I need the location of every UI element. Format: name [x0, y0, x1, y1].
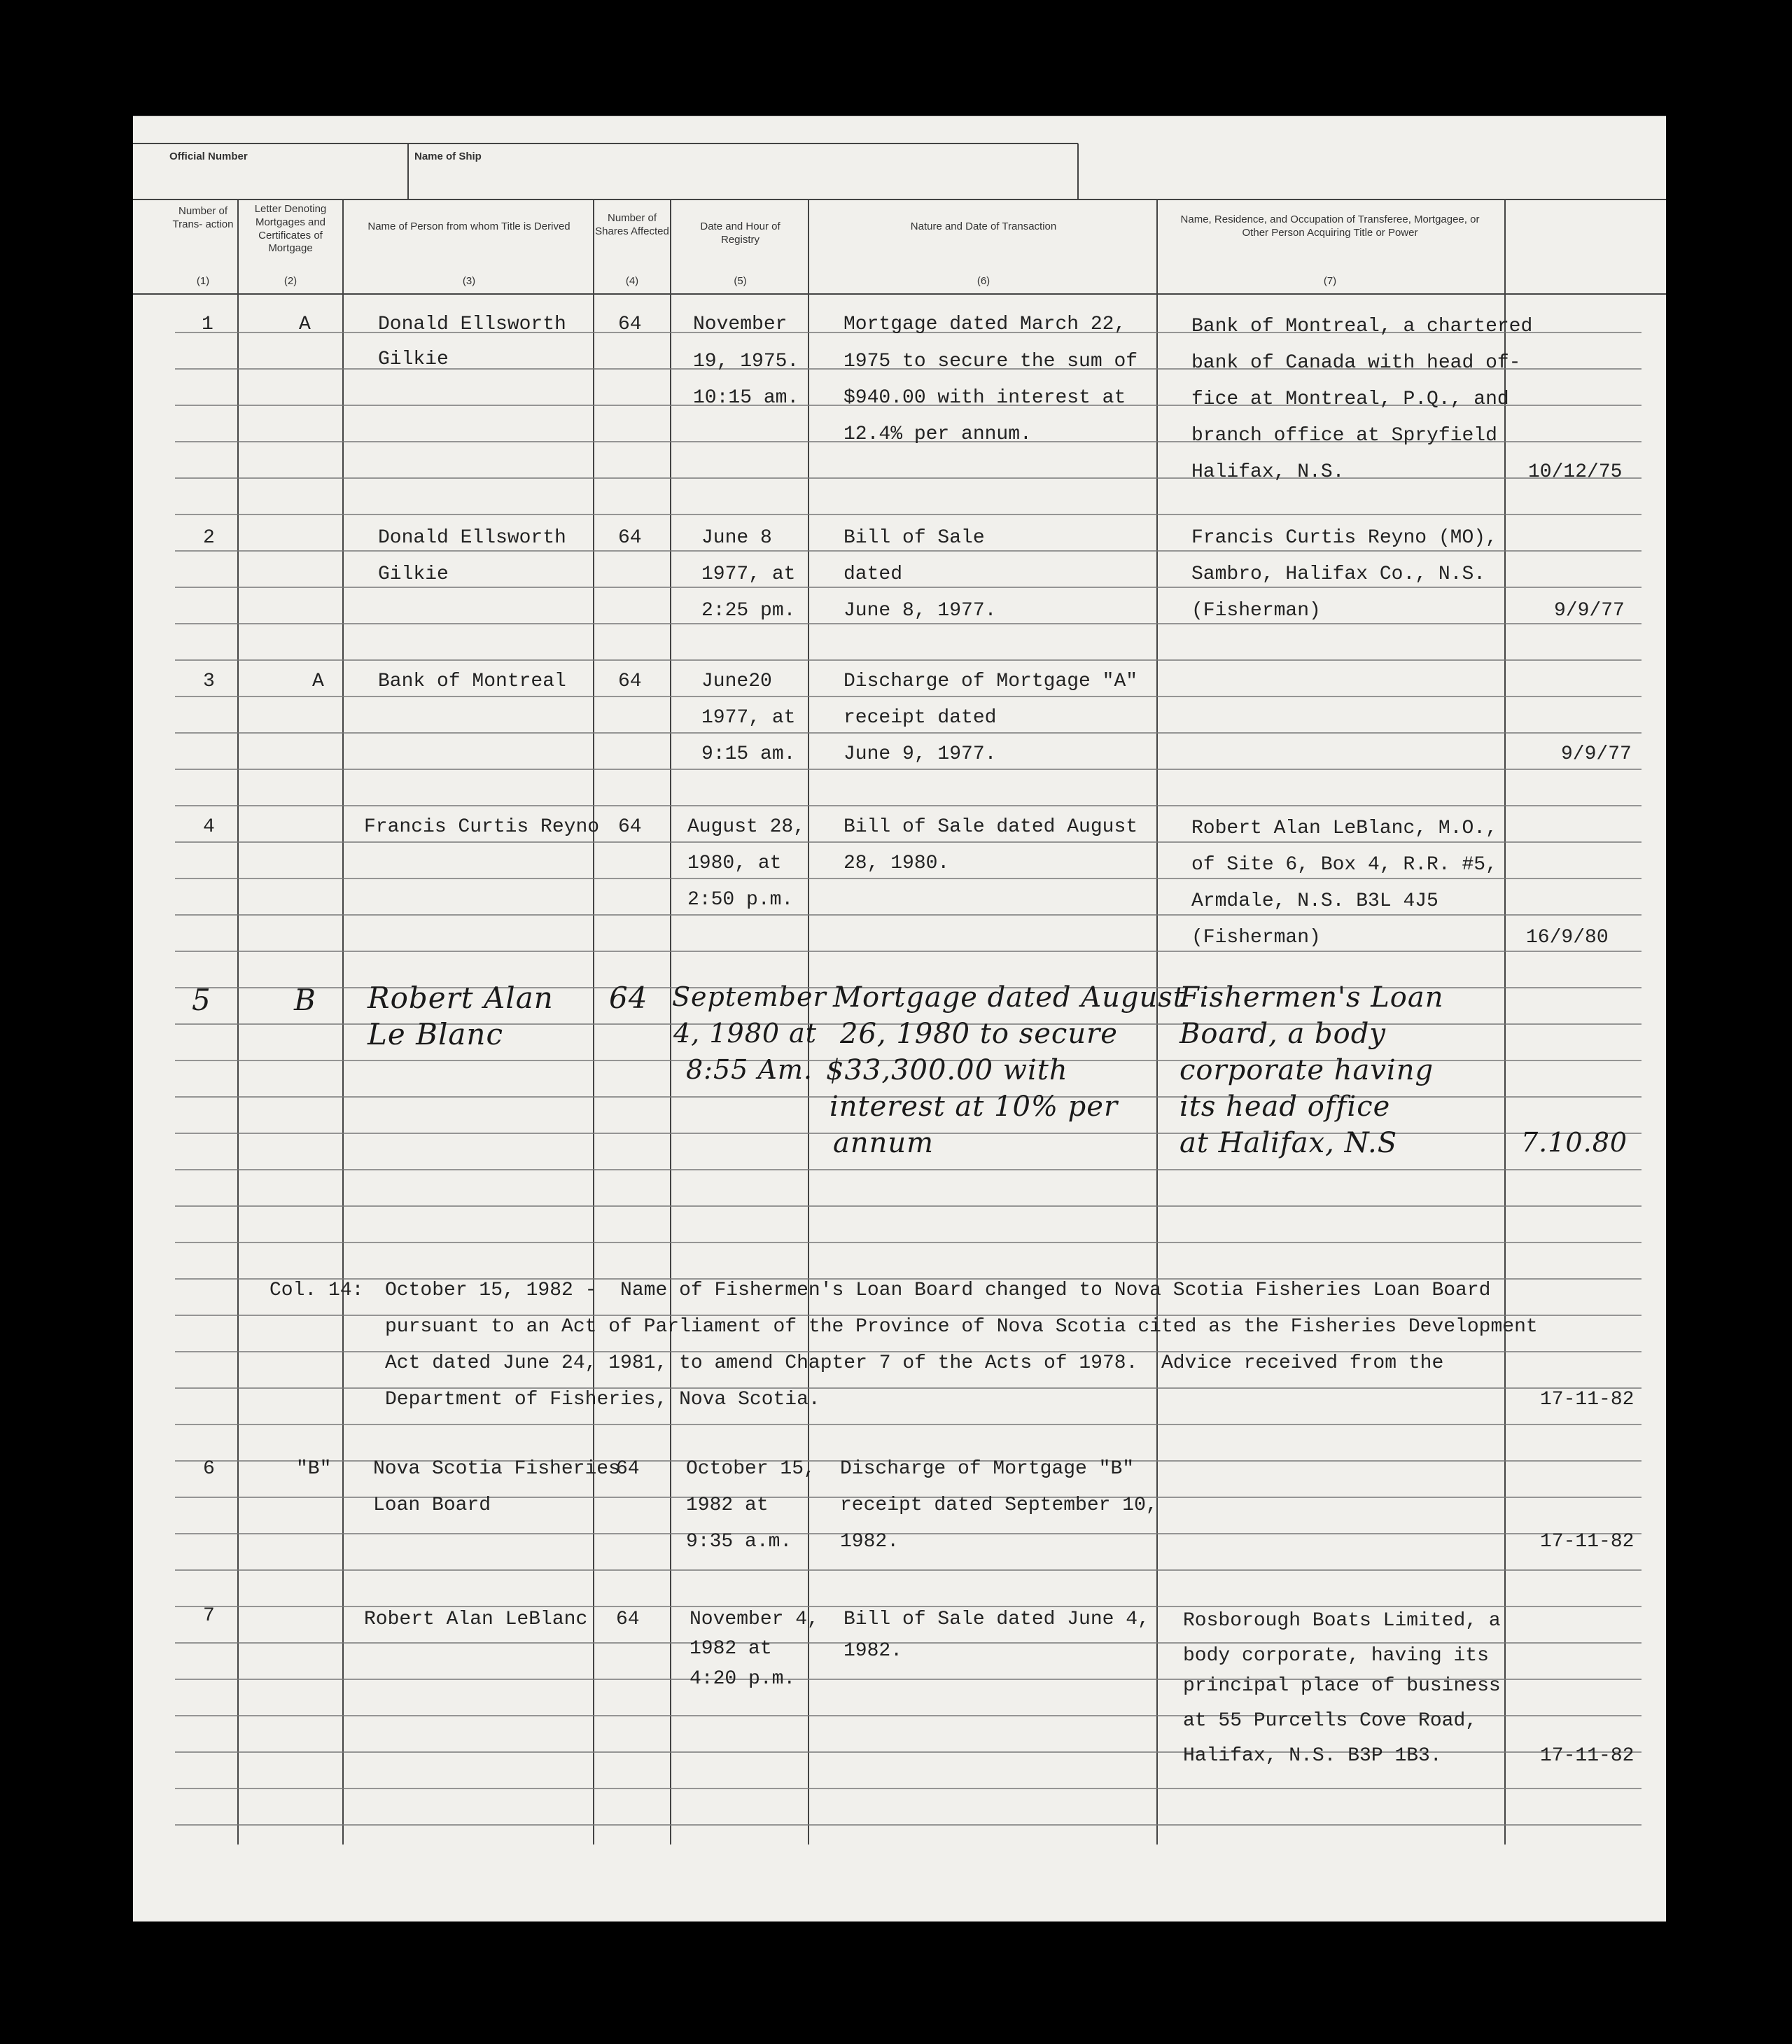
entry-4-from-line-1: Francis Curtis Reyno [364, 816, 600, 838]
entry-1-transferee-line-3: fice at Montreal, P.Q., and [1191, 388, 1509, 410]
entry-1-transferee-line-4: branch office at Spryfield [1191, 425, 1497, 447]
col6-number: (6) [976, 275, 990, 287]
note-entered-date: 17-11-82 [1540, 1389, 1634, 1410]
entry-2-nature-line-3: June 8, 1977. [844, 600, 997, 622]
entry-2-transferee-line-3: (Fisherman) [1191, 600, 1321, 622]
entry-5-transferee-line-1: Fishermen's Loan [1180, 981, 1444, 1014]
entry-3-nature-line-1: Discharge of Mortgage "A" [844, 671, 1138, 692]
entry-7-transferee-line-5: Halifax, N.S. B3P 1B3. [1183, 1745, 1442, 1767]
note-line-1: October 15, 1982 - Name of Fishermen's Loan Board changed to Nova Scotia Fisheries Loan Board [385, 1280, 1491, 1301]
col2-number: (2) [284, 275, 298, 287]
col7-header: Name, Residence, and Occupation of Transferee, Mortgagee, or Other Person Acquiring Title or Power [1180, 214, 1480, 239]
official-number-label: Official Number [169, 150, 248, 162]
entry-5-nature-line-2: 26, 1980 to secure [840, 1018, 1118, 1050]
entry-5-nature-line-1: Mortgage dated August [833, 981, 1185, 1014]
entry-1-date-line-2: 19, 1975. [693, 351, 799, 372]
entry-4-entered-date: 16/9/80 [1526, 927, 1609, 948]
register-page [133, 115, 1666, 1921]
name-of-ship-label: Name of Ship [414, 150, 482, 162]
entry-5-transferee-line-4: its head office [1180, 1091, 1391, 1123]
col7-number: (7) [1323, 275, 1337, 287]
entry-2-transferee-line-2: Sambro, Halifax Co., N.S. [1191, 564, 1486, 585]
entry-5-letter: B [294, 983, 316, 1017]
entry-4-transferee-line-3: Armdale, N.S. B3L 4J5 [1191, 890, 1438, 912]
entry-7-transferee-line-1: Rosborough Boats Limited, a [1183, 1610, 1501, 1632]
entry-2-shares: 64 [618, 527, 642, 549]
entry-5-nature-line-3: $33,300.00 with [826, 1054, 1068, 1086]
entry-1-letter: A [299, 314, 311, 335]
entry-4-date-line-1: August 28, [687, 816, 806, 838]
entry-4-shares: 64 [618, 816, 642, 838]
entry-1-transferee-line-2: bank of Canada with head of- [1191, 352, 1521, 374]
entry-1-nature-line-4: 12.4% per annum. [844, 424, 1032, 445]
entry-5-shares: 64 [609, 981, 648, 1015]
entry-6-date-line-2: 1982 at [686, 1494, 769, 1516]
entry-6-from-line-1: Nova Scotia Fisheries [373, 1458, 620, 1480]
entry-6-letter: "B" [296, 1458, 332, 1480]
entry-2-number: 2 [203, 527, 215, 549]
col3-number: (3) [462, 275, 476, 287]
entry-2-date-line-3: 2:25 pm. [701, 600, 796, 622]
entry-2-transferee-line-1: Francis Curtis Reyno (MO), [1191, 527, 1497, 549]
entry-3-shares: 64 [618, 671, 642, 692]
note-label: Col. 14: [270, 1280, 364, 1301]
entry-6-number: 6 [203, 1458, 215, 1480]
entry-1-from-line-2: Gilkie [378, 349, 449, 370]
entry-6-shares: 64 [616, 1458, 640, 1480]
note-line-4: Department of Fisheries, Nova Scotia. [385, 1389, 820, 1410]
entry-4-transferee-line-2: of Site 6, Box 4, R.R. #5, [1191, 854, 1497, 876]
entry-3-number: 3 [203, 671, 215, 692]
entry-6-date-line-1: October 15, [686, 1458, 816, 1480]
entry-5-date-line-3: 8:55 Am. [686, 1054, 813, 1085]
entry-1-number: 1 [202, 314, 214, 335]
entry-4-date-line-3: 2:50 p.m. [687, 889, 794, 911]
entry-5-transferee-line-5: at Halifax, N.S [1180, 1127, 1398, 1159]
entry-2-from-line-1: Donald Ellsworth [378, 527, 566, 549]
entry-7-transferee-line-2: body corporate, having its [1183, 1645, 1489, 1667]
entry-7-nature-line-1: Bill of Sale dated June 4, [844, 1609, 1149, 1630]
entry-6-nature-line-3: 1982. [840, 1531, 899, 1553]
entry-4-transferee-line-1: Robert Alan LeBlanc, M.O., [1191, 818, 1497, 839]
entry-7-date-line-2: 1982 at [690, 1638, 772, 1660]
entry-4-date-line-2: 1980, at [687, 853, 782, 874]
entry-4-number: 4 [203, 816, 215, 838]
col1-number: (1) [196, 275, 210, 287]
entry-3-nature-line-3: June 9, 1977. [844, 743, 997, 765]
entry-7-date-line-1: November 4, [690, 1609, 819, 1630]
col6-header: Nature and Date of Transaction [910, 220, 1057, 232]
entry-4-nature-line-2: 28, 1980. [844, 853, 950, 874]
entry-3-date-line-2: 1977, at [701, 707, 796, 729]
entry-3-letter: A [312, 671, 324, 692]
entry-6-date-line-3: 9:35 a.m. [686, 1531, 792, 1553]
entry-2-from-line-2: Gilkie [378, 564, 449, 585]
entry-1-shares: 64 [618, 314, 642, 335]
entry-5-entered-date: 7.10.80 [1521, 1127, 1628, 1158]
entry-7-transferee-line-4: at 55 Purcells Cove Road, [1183, 1710, 1478, 1732]
entry-1-transferee-line-1: Bank of Montreal, a chartered [1191, 316, 1533, 337]
col4-number: (4) [625, 275, 639, 287]
entry-4-transferee-line-4: (Fisherman) [1191, 927, 1321, 948]
entry-3-nature-line-2: receipt dated [844, 707, 997, 729]
entry-1-nature-line-1: Mortgage dated March 22, [844, 314, 1126, 335]
entry-6-entered-date: 17-11-82 [1540, 1531, 1634, 1553]
entry-7-number: 7 [203, 1605, 215, 1627]
entry-6-nature-line-1: Discharge of Mortgage "B" [840, 1458, 1135, 1480]
col5-number: (5) [734, 275, 747, 287]
entry-3-from-line-1: Bank of Montreal [378, 671, 566, 692]
entry-3-date-line-3: 9:15 am. [701, 743, 796, 765]
entry-3-entered-date: 9/9/77 [1561, 743, 1632, 765]
entry-7-shares: 64 [616, 1609, 640, 1630]
entry-2-entered-date: 9/9/77 [1554, 600, 1625, 622]
entry-6-from-line-2: Loan Board [373, 1494, 491, 1516]
entry-5-nature-line-5: annum [833, 1127, 934, 1159]
col3-header: Name of Person from whom Title is Derived [368, 220, 570, 232]
entry-1-transferee-line-5: Halifax, N.S. [1191, 461, 1345, 483]
entry-7-from-line-1: Robert Alan LeBlanc [364, 1609, 588, 1630]
entry-7-date-line-3: 4:20 p.m. [690, 1668, 796, 1690]
entry-5-number: 5 [192, 983, 211, 1017]
entry-2-nature-line-2: dated [844, 564, 903, 585]
col2-header: Letter Denoting Mortgages and Certificates of Mortgage [254, 203, 327, 255]
entry-7-nature-line-2: 1982. [844, 1640, 903, 1662]
entry-5-from-line-2: Le Blanc [368, 1017, 504, 1051]
entry-2-date-line-1: June 8 [701, 527, 772, 549]
entry-2-nature-line-1: Bill of Sale [844, 527, 985, 549]
col1-header: Number of Trans- action [172, 205, 234, 230]
entry-5-date-line-1: September [672, 981, 827, 1012]
entry-1-date-line-1: November [693, 314, 788, 335]
entry-5-transferee-line-3: corporate having [1180, 1054, 1434, 1086]
entry-1-date-line-3: 10:15 am. [693, 387, 799, 409]
col5-header: Date and Hour of Registry [700, 220, 780, 246]
entry-7-transferee-line-3: principal place of business [1183, 1675, 1501, 1697]
entry-5-date-line-2: 4, 1980 at [673, 1018, 818, 1049]
entry-5-transferee-line-2: Board, a body [1180, 1018, 1386, 1050]
entry-5-from-line-1: Robert Alan [368, 981, 554, 1015]
entry-1-nature-line-2: 1975 to secure the sum of [844, 351, 1138, 372]
note-line-2: pursuant to an Act of Parliament of the Province of Nova Scotia cited as the Fisheries Development [385, 1316, 1538, 1338]
entry-1-from-line-1: Donald Ellsworth [378, 314, 566, 335]
entry-6-nature-line-2: receipt dated September 10, [840, 1494, 1158, 1516]
entry-7-entered-date: 17-11-82 [1540, 1745, 1634, 1767]
entry-1-entered-date: 10/12/75 [1528, 461, 1623, 483]
entry-4-nature-line-1: Bill of Sale dated August [844, 816, 1138, 838]
entry-1-nature-line-3: $940.00 with interest at [844, 387, 1126, 409]
col4-header: Number of Shares Affected [595, 212, 669, 237]
entry-2-date-line-2: 1977, at [701, 564, 796, 585]
entry-5-nature-line-4: interest at 10% per [830, 1091, 1119, 1123]
entry-3-date-line-1: June20 [701, 671, 772, 692]
note-line-3: Act dated June 24, 1981, to amend Chapter 7 of the Acts of 1978. Advice received from the [385, 1352, 1444, 1374]
